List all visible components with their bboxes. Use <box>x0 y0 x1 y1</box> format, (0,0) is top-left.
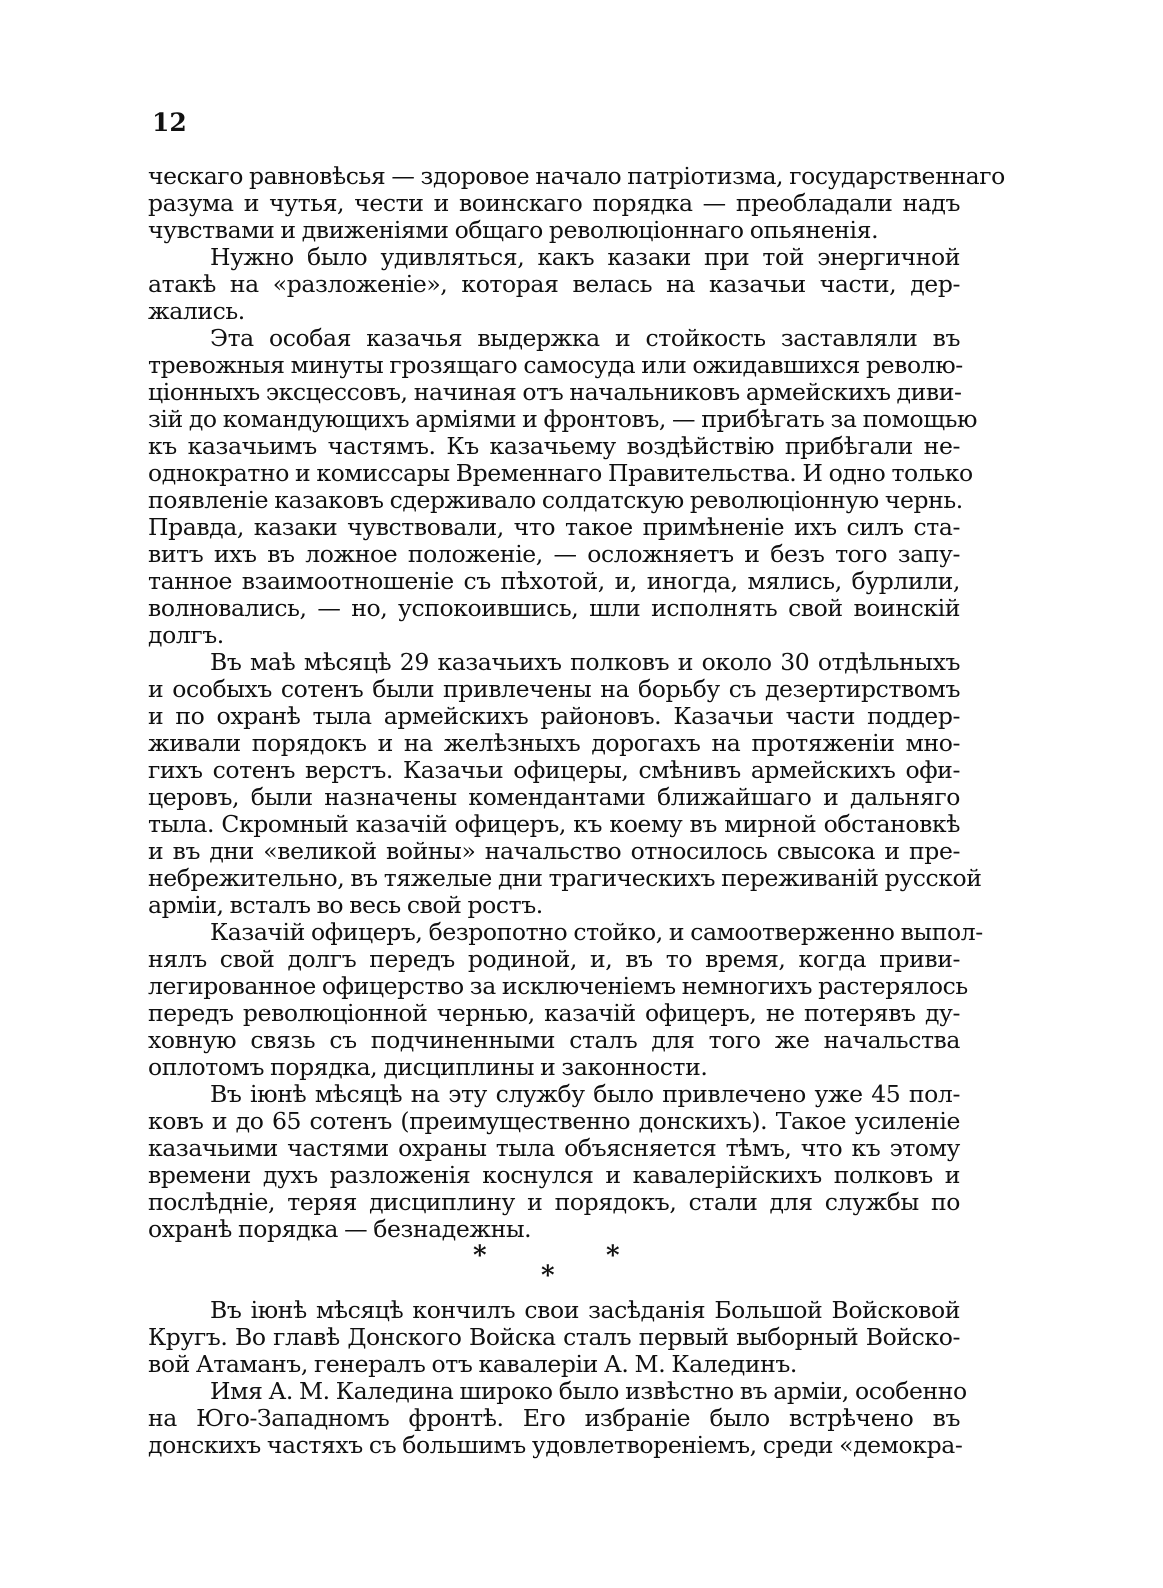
text-line: Правда, казаки чувствовали, что такое примѣненіе ихъ силъ ста- <box>148 513 960 541</box>
text-line: волновались, — но, успокоившись, шли исполнять свой воинскій <box>148 594 960 622</box>
text-line: гихъ сотенъ верстъ. Казачьи офицеры, смѣнивъ армейскихъ офи- <box>148 756 960 784</box>
separator-asterisk: * <box>473 1241 487 1271</box>
text-line: ціонныхъ эксцессовъ, начиная отъ начальниковъ армейскихъ диви- <box>148 378 962 406</box>
text-line: появленіе казаковъ сдерживало солдатскую революціонную чернь. <box>148 486 963 514</box>
text-line: тревожныя минуты грозящаго самосуда или ожидавшихся револю- <box>148 351 963 379</box>
text-line: чувствами и движеніями общаго революціоннаго опьяненія. <box>148 216 879 244</box>
text-line: послѣдніе, теряя дисциплину и порядокъ, стали для службы по <box>148 1188 960 1216</box>
text-line: легированное офицерство за исключеніемъ немногихъ растерялось <box>148 972 968 1000</box>
text-line: оплотомъ порядка, дисциплины и законности. <box>148 1053 708 1081</box>
text-line: разума и чутья, чести и воинскаго порядка — преобладали надъ <box>148 189 960 217</box>
text-line: жались. <box>148 297 245 325</box>
text-line: Казачій офицеръ, безропотно стойко, и самоотверженно выпол- <box>210 918 983 946</box>
text-line: небрежительно, въ тяжелые дни трагическихъ переживаній русской <box>148 864 982 892</box>
text-line: нялъ свой долгъ передъ родиной, и, въ то время, когда приви- <box>148 945 960 973</box>
text-line: и особыхъ сотенъ были привлечены на борьбу съ дезертирствомъ <box>148 675 960 703</box>
text-line: на Юго-Западномъ фронтѣ. Его избраніе было встрѣчено въ <box>148 1404 960 1432</box>
text-line: Кругъ. Во главѣ Донского Войска сталъ первый выборный Войско- <box>148 1323 960 1351</box>
text-line: казачьими частями охраны тыла объясняется тѣмъ, что къ этому <box>148 1134 960 1162</box>
text-line: Въ іюнѣ мѣсяцѣ на эту службу было привлечено уже 45 пол- <box>210 1080 960 1108</box>
text-section-after-separator <box>148 1296 967 1459</box>
text-line: живали порядокъ и на желѣзныхъ дорогахъ на протяженіи мно- <box>148 729 960 757</box>
text-line: вой Атаманъ, генералъ отъ кавалеріи А. М. Калединъ. <box>148 1350 797 1378</box>
text-line: зій до командующихъ арміями и фронтовъ, — прибѣгать за помощью <box>148 405 978 433</box>
text-line: долгъ. <box>148 621 224 649</box>
text-line: и въ дни «великой войны» начальство относилось свысока и пре- <box>148 837 960 865</box>
page-number: 12 <box>152 108 187 137</box>
text-line: Имя А. М. Каледина широко было извѣстно въ арміи, особенно <box>210 1377 967 1405</box>
text-line: Въ іюнѣ мѣсяцѣ кончилъ свои засѣданія Большой Войсковой <box>210 1296 960 1324</box>
text-line: однократно и комиссары Временнаго Правительства. И одно только <box>148 459 973 487</box>
text-line: церовъ, были назначены комендантами ближайшаго и дальняго <box>148 783 960 811</box>
text-line: ховную связь съ подчиненными сталъ для того же начальства <box>148 1026 960 1054</box>
text-line: арміи, всталъ во весь свой ростъ. <box>148 891 543 919</box>
text-line: охранѣ порядка — безнадежны. <box>148 1215 532 1243</box>
text-line: ковъ и до 65 сотенъ (преимущественно донскихъ). Такое усиленіе <box>148 1107 960 1135</box>
text-line: ческаго равновѣсья — здоровое начало патріотизма, государственнаго <box>148 162 1005 190</box>
text-line: времени духъ разложенія коснулся и кавалерійскихъ полковъ и <box>148 1161 960 1189</box>
text-line: Нужно было удивляться, какъ казаки при той энергичной <box>210 243 960 271</box>
text-line: донскихъ частяхъ съ большимъ удовлетвореніемъ, среди «демокра- <box>148 1431 963 1459</box>
text-line: Въ маѣ мѣсяцѣ 29 казачьихъ полковъ и около 30 отдѣльныхъ <box>210 648 960 676</box>
text-line: атакѣ на «разложеніе», которая велась на казачьи части, дер- <box>148 270 960 298</box>
text-line: передъ революціонной чернью, казачій офицеръ, не потерявъ ду- <box>148 999 960 1027</box>
text-line: къ казачьимъ частямъ. Къ казачьему воздѣйствію прибѣгали не- <box>148 432 960 460</box>
separator-asterisk: * <box>606 1241 620 1271</box>
text-line: и по охранѣ тыла армейскихъ районовъ. Казачьи части поддер- <box>148 702 960 730</box>
text-line: танное взаимоотношеніе съ пѣхотой, и, иногда, мялись, бурлили, <box>148 567 960 595</box>
text-section-main <box>148 162 1005 1243</box>
text-line: тыла. Скромный казачій офицеръ, къ коему въ мирной обстановкѣ <box>148 810 960 838</box>
section-separator <box>0 1243 1163 1293</box>
text-line: Эта особая казачья выдержка и стойкость заставляли въ <box>210 324 960 352</box>
separator-asterisk: * <box>541 1261 555 1291</box>
text-line: витъ ихъ въ ложное положеніе, — осложняетъ и безъ того запу- <box>148 540 960 568</box>
